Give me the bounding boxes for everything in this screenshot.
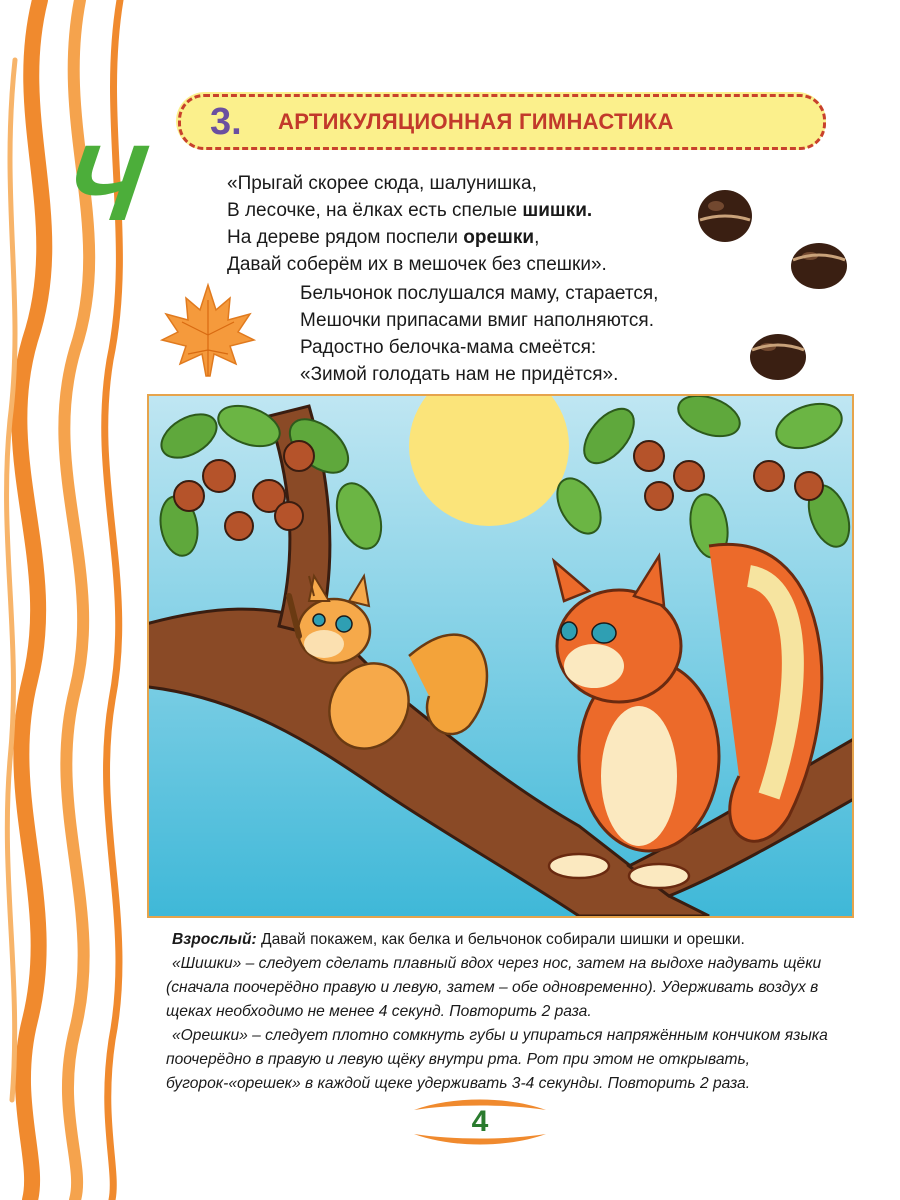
instruction-shishki: «Шишки» – следует сделать плавный вдох через нос, затем на выдохе надувать щёки (сначала поочерёдно правую и левую, затем – обе одновременно). Удерживать воздух в щеках необходимо не менее 4 секунд. Повторить 2 раза.	[166, 955, 822, 1020]
poem-line: Мешочки припасами вмиг наполняются.	[300, 310, 654, 331]
instruction-intro: Взрослый: Давай покажем, как белка и бельчонок собирали шишки и орешки.	[172, 931, 745, 948]
instruction-oreshki: «Орешки» – следует плотно сомкнуть губы и упираться напряжённым кончиком языка поочерёдно в правую и левую щёку внутри рта. Рот при этом не открывать, бугорок-«орешек» в каждой щеке удерживать 3-4 секунды. Повторить 2 раза.	[166, 1027, 828, 1092]
maple-leaf-icon	[158, 280, 258, 380]
section-title: АРТИКУЛЯЦИОННАЯ ГИМНАСТИКА	[278, 109, 674, 134]
poem-line: «Зимой голодать нам не придётся».	[300, 364, 619, 385]
instructions	[166, 928, 858, 1096]
poem-line: Давай соберём их в мешочек без спешки».	[227, 254, 607, 275]
chapter-letter: Ч	[57, 122, 152, 243]
page-number: 4	[471, 1105, 489, 1138]
poem-line: Радостно белочка-мама смеётся:	[300, 337, 597, 358]
squirrels-illustration	[147, 394, 854, 918]
chestnut-icon	[748, 330, 808, 382]
poem-line: На дереве рядом поспели орешки,	[227, 227, 540, 248]
poem-line: «Прыгай скорее сюда, шалунишка,	[227, 173, 537, 194]
chestnut-icon	[694, 184, 756, 246]
section-number: 3.	[210, 101, 242, 143]
poem-line: В лесочке, на ёлках есть спелые шишки.	[227, 200, 593, 221]
chestnut-icon	[788, 238, 850, 292]
poem-line: Бельчонок послушался маму, старается,	[300, 283, 659, 304]
poem-stanza-2	[300, 280, 730, 388]
poem-stanza-1	[227, 170, 697, 278]
